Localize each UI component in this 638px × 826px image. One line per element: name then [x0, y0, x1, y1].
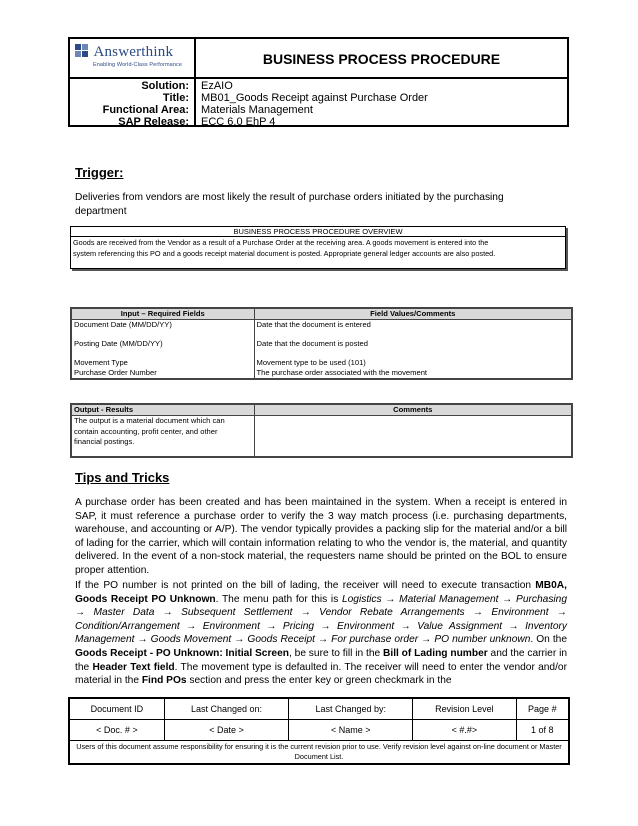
footer-header-document-id: Document ID: [69, 698, 164, 719]
table-row: [71, 368, 572, 379]
table-row: [71, 339, 572, 358]
tips-text: , be sure to fill in the: [288, 647, 383, 659]
overview-heading: BUSINESS PROCESS PROCEDURE OVERVIEW: [71, 227, 565, 237]
transaction-name: MB0A, Goods Receipt PO Unknown: [75, 580, 567, 605]
meta-value-title: MB01_Goods Receipt against Purchase Order: [201, 92, 428, 104]
trigger-text-line: department: [75, 205, 127, 217]
field-name: Document Date (MM/DD/YY): [71, 320, 254, 339]
table-row: [71, 416, 572, 458]
document-footer: [68, 697, 570, 765]
input-fields-table: [70, 307, 573, 380]
trigger-text: [75, 191, 567, 218]
tips-text: section and press the enter key or green checkmark in the: [186, 675, 452, 687]
overview-line: system referencing this PO and a goods receipt material document is posted. Appropriate general ledger accounts are also posted.: [73, 248, 496, 258]
comments-col-header: Field Values/Comments: [254, 308, 572, 320]
field-comment: Date that the document is posted: [256, 338, 368, 348]
output-comments-col-header: Comments: [254, 404, 572, 416]
field-name: Posting Date (MM/DD/YY): [71, 339, 254, 358]
meta-value-solution: EzAIO: [201, 80, 233, 92]
output-result-text: [71, 416, 254, 458]
output-comment: [254, 416, 572, 458]
company-logo: [70, 39, 196, 77]
field-name: Movement Type: [71, 358, 254, 368]
footer-document-id: < Doc. # >: [69, 719, 164, 740]
footer-disclaimer: Users of this document assume responsibility for ensuring it is the current revision prior to use. Verify revision level against on-line document or Master Document List.: [69, 740, 569, 764]
document-title: BUSINESS PROCESS PROCEDURE: [262, 51, 501, 67]
footer-header-page: Page #: [516, 698, 569, 719]
menu-path: Logistics → Material Management → Purchasing → Master Data → Subsequent Settlement → Vendor Rebate Arrangements → Environment → Condition/Arrangement → Environment → Pricing → Environment → Value Assignment → Inventory Management → Goods Movement → Goods Receipt → For purchase order → PO number unknown: [75, 593, 568, 646]
tips-heading: Tips and Tricks: [75, 470, 170, 485]
tips-paragraph-2: [75, 579, 567, 688]
output-results-table: [70, 403, 573, 458]
tips-text: . The menu path for this is: [215, 593, 342, 605]
tips-text: . On the: [530, 634, 567, 646]
field-name: Purchase Order Number: [71, 368, 254, 379]
field-name-bold: Bill of Lading number: [383, 647, 488, 659]
tips-text: . The movement type is defaulted in. The receiver will need to enter the vendor and/or material in the: [75, 661, 567, 687]
input-col-header: Input – Required Fields: [71, 308, 254, 320]
logo-tagline: Enabling World-Class Performance: [93, 62, 182, 68]
overview-line: Goods are received from the Vendor as a result of a Purchase Order at the receiving area. A goods movement is entered into the: [73, 238, 489, 247]
overview-text: [71, 237, 565, 260]
overview-box: [70, 226, 566, 269]
output-col-header: Output - Results: [71, 404, 254, 416]
tips-text: If the PO number is not printed on the bill of lading, the receiver will need to execute transaction: [75, 580, 536, 591]
footer-last-changed-on: < Date >: [164, 719, 289, 740]
output-line: The output is a material document which can: [74, 416, 225, 425]
field-comment: Movement type to be used (101): [256, 357, 366, 367]
meta-value-functional-area: Materials Management: [201, 104, 313, 116]
table-row: [71, 320, 572, 339]
field-comment: The purchase order associated with the movement: [256, 367, 428, 377]
meta-value-sap-release: ECC 6.0 EhP 4: [201, 116, 276, 128]
trigger-text-line: Deliveries from vendors are most likely the result of purchase orders initiated by the purchasing: [75, 192, 504, 203]
meta-label-sap-release: SAP Release:: [118, 116, 189, 128]
answerthink-logo-icon: [75, 44, 89, 58]
table-row: [71, 358, 572, 368]
footer-header-last-changed-on: Last Changed on:: [164, 698, 289, 719]
footer-last-changed-by: < Name >: [289, 719, 413, 740]
meta-label-title: Title:: [162, 92, 189, 104]
meta-label-solution: Solution:: [141, 80, 189, 92]
section-name-bold: Find POs: [141, 675, 187, 687]
tips-paragraph-1: A purchase order has been created and has been maintained in the system. When a receipt is entered in SAP, it must reference a purchase order to verify the 3 way match process (i.e. purchasing departments, warehouse, and accounting or A/P). The vendor typically provides a packing slip for the material and/or a bill of lading for the carrier, which will contain information relating to who the vendor is, the material, and quantity delivered. In the event of a non-stock material, the requesters name should be printed on the BOL to ensure proper attention.: [75, 497, 567, 576]
output-line: contain accounting, profit center, and other: [74, 426, 218, 436]
output-line: financial postings.: [74, 437, 135, 446]
footer-header-last-changed-by: Last Changed by:: [289, 698, 413, 719]
document-header: [68, 37, 569, 79]
logo-name: Answerthink: [93, 44, 174, 60]
screen-name: Goods Receipt - PO Unknown: Initial Screen: [75, 647, 289, 659]
document-metadata: [68, 79, 569, 127]
footer-header-revision-level: Revision Level: [413, 698, 517, 719]
meta-label-functional-area: Functional Area:: [102, 104, 189, 116]
trigger-heading: Trigger:: [75, 165, 124, 180]
field-name-bold: Header Text field: [92, 661, 175, 673]
field-comment: Date that the document is entered: [256, 320, 371, 329]
tips-text: and the carrier in the: [75, 647, 568, 673]
footer-page-number: 1 of 8: [516, 719, 569, 740]
footer-revision-level: < #.#>: [413, 719, 517, 740]
